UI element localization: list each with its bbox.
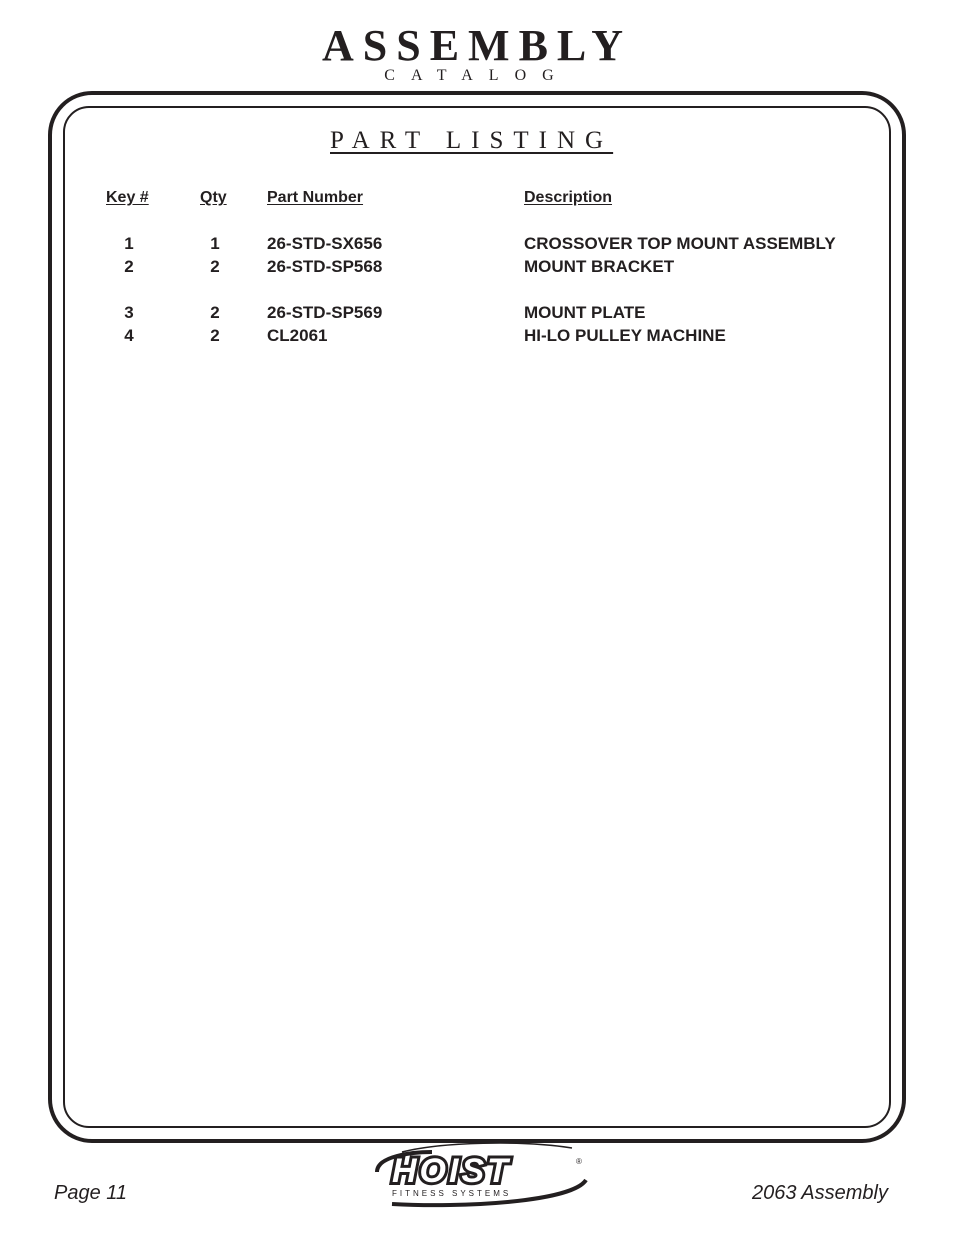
key-cell: 4 — [124, 326, 134, 345]
description-cell: CROSSOVER TOP MOUNT ASSEMBLY — [524, 234, 836, 253]
qty-cell: 1 — [210, 234, 220, 253]
qty-cell: 2 — [210, 326, 220, 345]
hoist-logo — [372, 1142, 592, 1212]
catalog-title: ASSEMBLY — [321, 21, 633, 70]
description-cell: MOUNT PLATE — [524, 303, 646, 322]
qty-cell: 2 — [210, 257, 220, 276]
description-cell: MOUNT BRACKET — [524, 257, 675, 276]
description-cell: HI-LO PULLEY MACHINE — [524, 326, 726, 345]
column-header-part-number: Part Number — [267, 189, 364, 206]
logo-brand: HOIST — [392, 1152, 511, 1190]
column-header-key: Key # — [106, 189, 149, 206]
document-name: 2063 Assembly — [752, 1182, 888, 1204]
logo-tagline: FITNESS SYSTEMS — [392, 1189, 512, 1198]
part-number-cell: 26-STD-SP568 — [267, 257, 383, 276]
part-number-cell: 26-STD-SX656 — [267, 234, 383, 253]
svg-text:®: ® — [576, 1157, 582, 1166]
key-cell: 2 — [124, 257, 134, 276]
section-title: PART LISTING — [330, 127, 614, 154]
column-header-description: Description — [524, 189, 613, 206]
page-frame-inner — [63, 106, 891, 1128]
column-header-qty: Qty — [200, 189, 227, 206]
page-number: Page 11 — [54, 1182, 128, 1204]
part-number-cell: 26-STD-SP569 — [267, 303, 383, 322]
key-cell: 3 — [124, 303, 134, 322]
part-number-cell: CL2061 — [267, 326, 328, 345]
qty-cell: 2 — [210, 303, 220, 322]
catalog-subtitle: CATALOG — [384, 67, 570, 84]
key-cell: 1 — [124, 234, 134, 253]
